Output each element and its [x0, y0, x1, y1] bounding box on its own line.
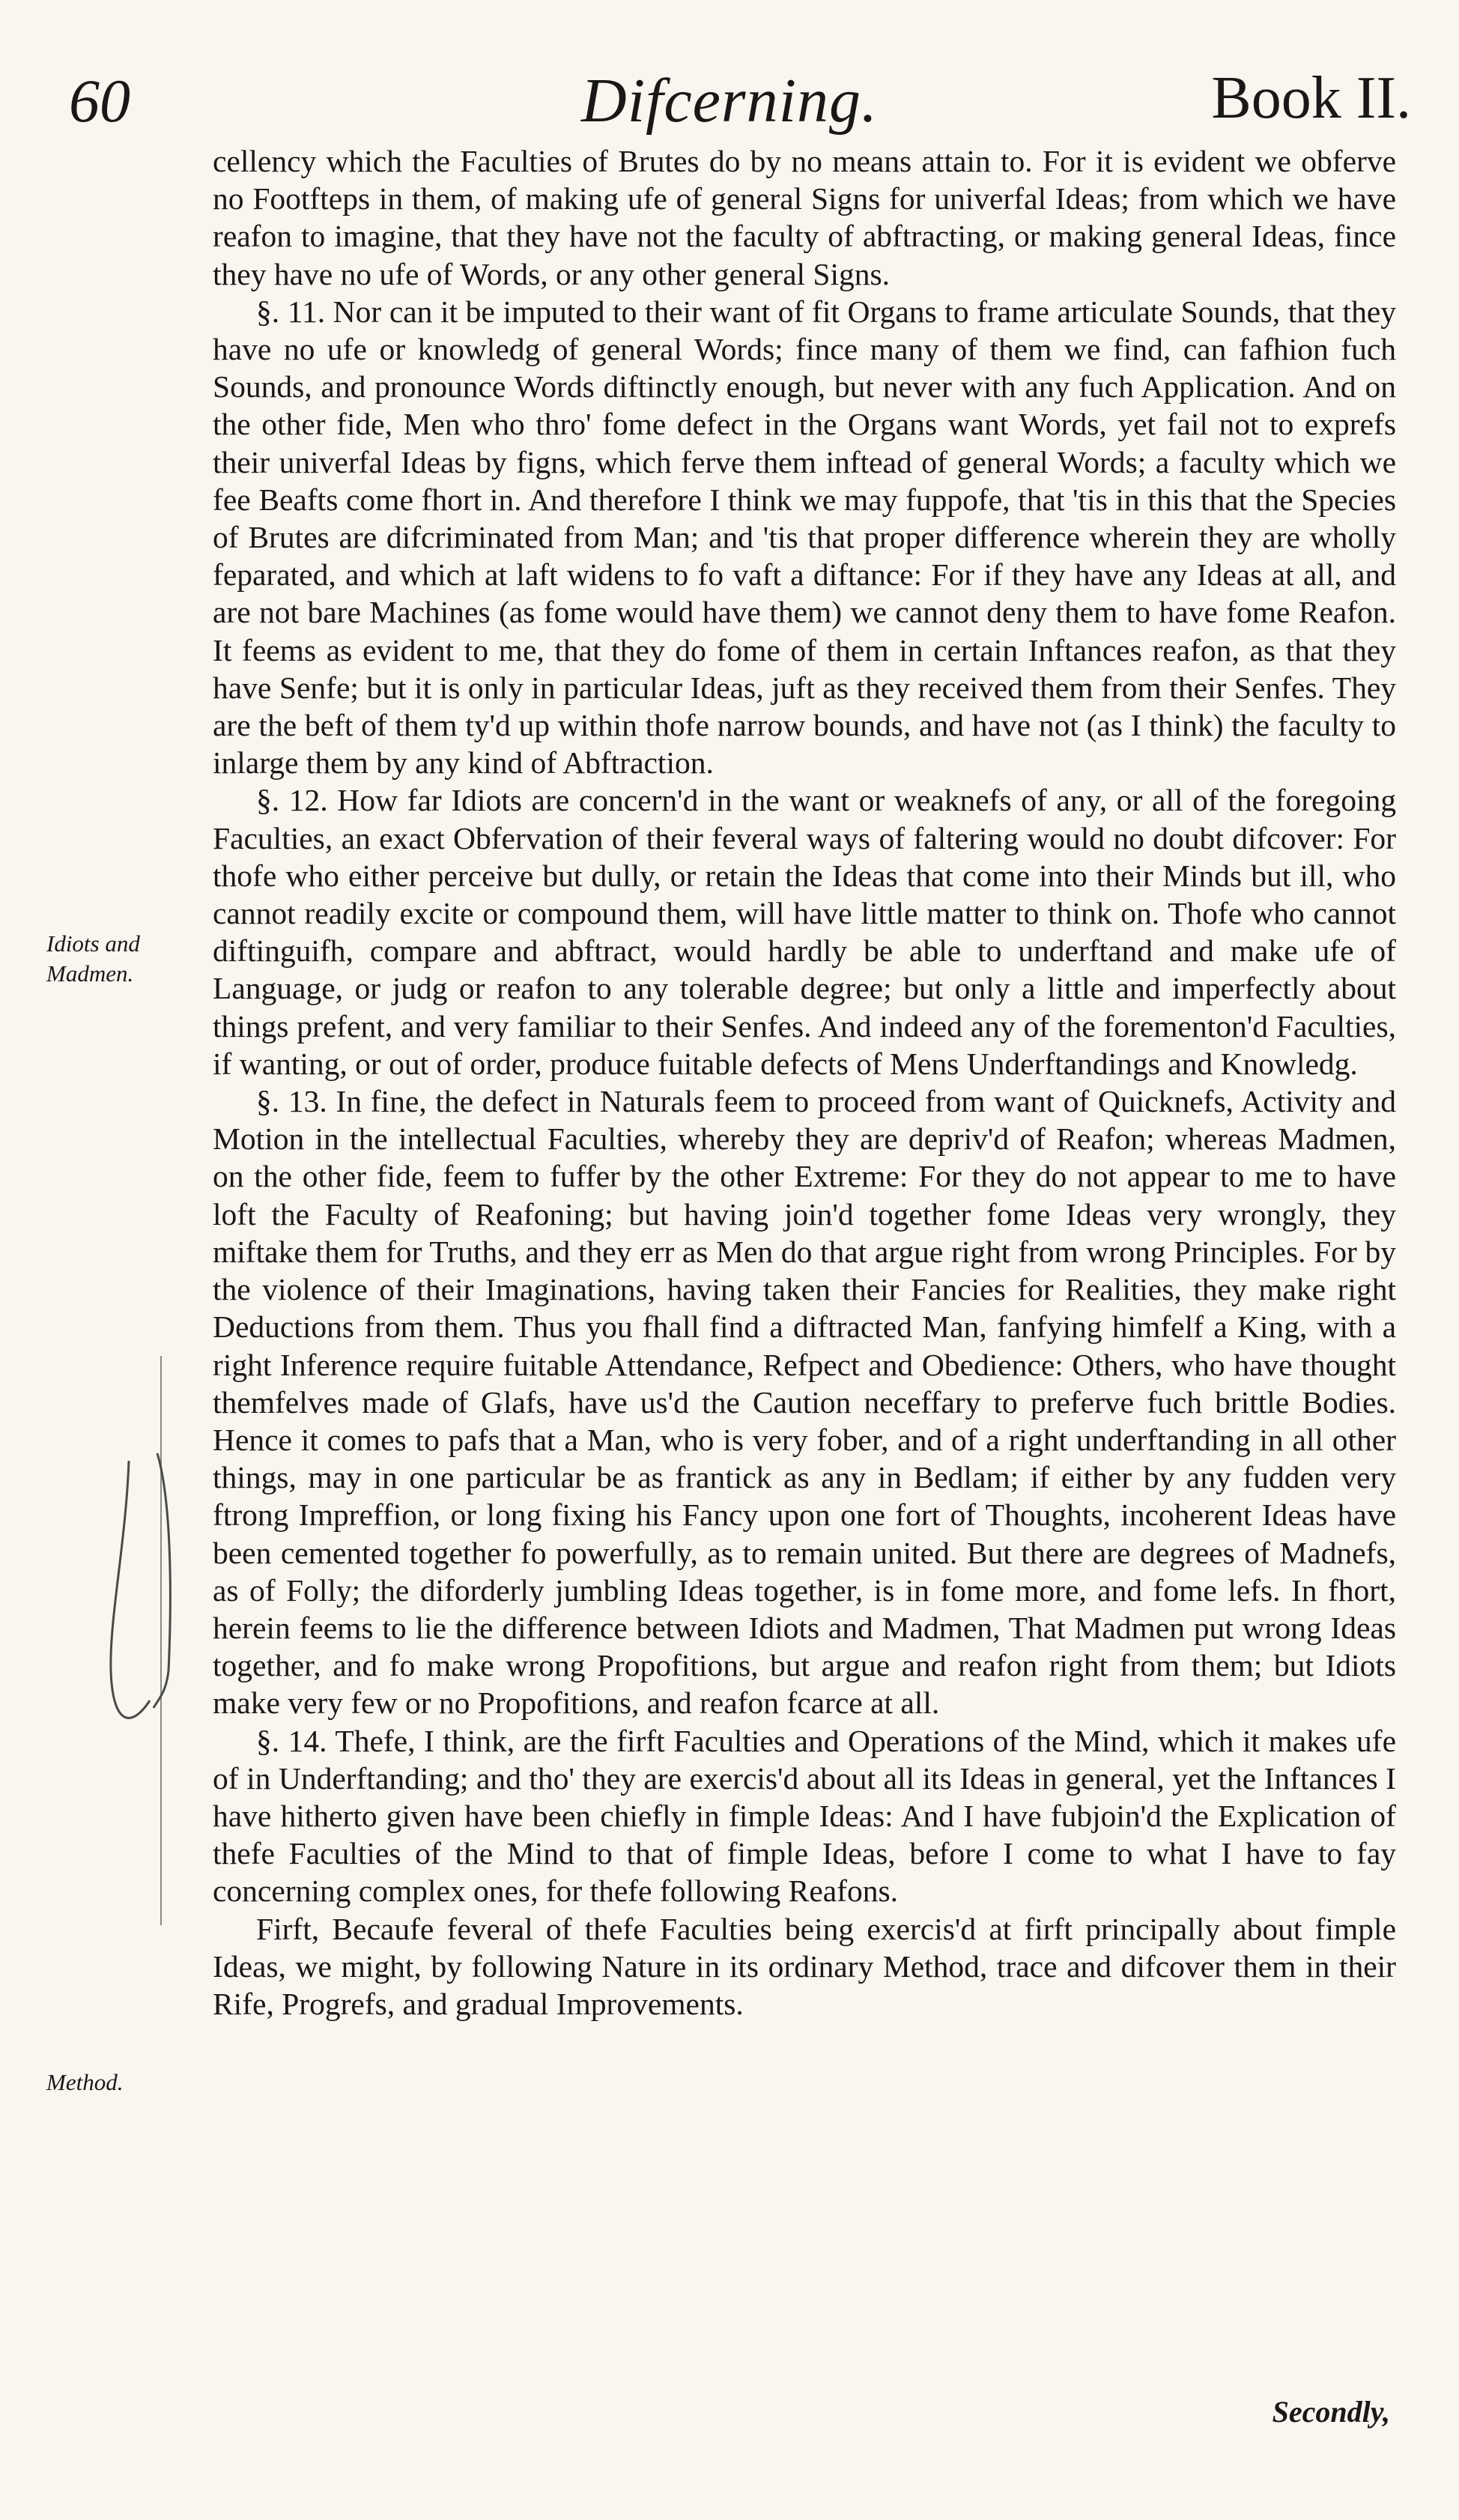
pencil-bracket-mark — [45, 1348, 195, 1948]
page-header — [0, 58, 1459, 141]
paragraph-section-12: §. 12. How far Idiots are concern'd in the want or weaknefs of any, or all of the foregoing Faculties, an exact Obfervation of their feveral ways of faltering would no doubt difcover: For thofe who either perceive but dully, or retain the Ideas that come into their Minds but ill, who cannot readily excite or compound them, will have little matter to think on. Thofe who cannot diftinguifh, compare and abftract, would hardly be able to underftand and make ufe of Language, or judg or reafon to any tolerable degree; but only a little and imperfectly about things prefent, and very familiar to their Senfes. And indeed any of the forementon'd Faculties, if wanting, or out of order, produce fuitable defects of Mens Underftandings and Knowledg. — [213, 783, 1396, 1081]
paragraph-section-13: §. 13. In fine, the defect in Naturals feem to proceed from want of Quicknefs, Activity and Motion in the intellectual Faculties, whereby they are depriv'd of Reafon; whereas Madmen, on the other fide, feem to fuffer by the other Extreme: For they do not appear to me to have loft the Faculty of Reafoning; but having join'd together fome Ideas very wrongly, they miftake them for Truths, and they err as Men do that argue right from wrong Principles. For by the violence of their Imaginations, having taken their Fancies for Realities, they make right Deductions from them. Thus you fhall find a diftracted Man, fanfying himfelf a King, with a right Inference require fuitable Attendance, Refpect and Obedience: Others, who have thought themfelves made of Glafs, have us'd the Caution neceffary to preferve fuch brittle Bodies. Hence it comes to pafs that a Man, who is very fober, and of a right underftanding in all other things, may in one particular be as frantick as any in Bedlam; if either by any fudden very ftrong Impreffion, or long fixing his Fancy upon one fort of Thoughts, incoherent Ideas have been cemented together fo powerfully, as to remain united. But there are degrees of Madnefs, as of Folly; the diforderly jumbling Ideas together, is in fome more, and fome lefs. In fhort, herein feems to lie the difference between Idiots and Madmen, That Madmen put wrong Ideas together, and fo make wrong Propofitions, but argue and reafon right from them; but Idiots make very few or no Propofitions, and reafon fcarce at all. — [213, 1084, 1396, 1721]
paragraph-first-reason: Firft, Becaufe feveral of thefe Faculties being exercis'd at firft principally about fimple Ideas, we might, by following Nature in its ordinary Method, trace and difcover them in their Rife, Progrefs, and gradual Improvements. — [213, 1911, 1396, 2021]
margin-note-idiots-madmen: Idiots and Madmen. — [46, 930, 140, 987]
book-label: Book II. — [1211, 65, 1411, 131]
margin-note-method: Method. — [46, 2069, 124, 2095]
body-text — [213, 142, 1396, 2023]
paragraph-section-14: §. 14. Thefe, I think, are the firft Faculties and Operations of the Mind, which it makes ufe of in Underftanding; and tho' they are exercis'd about all its Ideas in general, yet the Inftances I have hitherto given have been chiefly in fimple Ideas: And I have fubjoin'd the Explication of thefe Faculties of the Mind to that of fimple Ideas, before I come to what I have to fay concerning complex ones, for thefe following Reafons. — [213, 1723, 1396, 1909]
paragraph-section-11: §. 11. Nor can it be imputed to their want of fit Organs to frame articulate Sounds, that they have no ufe or knowledg of general Words; fince many of them we find, can fafhion fuch Sounds, and pronounce Words diftinctly enough, but never with any fuch Application. And on the other fide, Men who thro' fome defect in the Organs want Words, yet fail not to exprefs their univerfal Ideas by figns, which ferve them inftead of general Words; a faculty which we fee Beafts come fhort in. And therefore I think we may fuppofe, that 'tis in this that the Species of Brutes are difcriminated from Man; and 'tis that proper difference wherein they are wholly feparated, and which at laft widens to fo vaft a diftance: For if they have any Ideas at all, and are not bare Machines (as fome would have them) we cannot deny them to have fome Reafon. It feems as evident to me, that they do fome of them in certain Inftances reafon, as that they have Senfe; but it is only in particular Ideas, juft as they received them from their Senfes. They are the beft of them ty'd up within thofe narrow bounds, and have not (as I think) the faculty to inlarge them by any kind of Abftraction. — [213, 294, 1396, 781]
catchword: Secondly, — [1272, 2395, 1390, 2429]
running-title: Difcerning. — [581, 66, 878, 136]
page-number: 60 — [69, 67, 130, 135]
paragraph-continuation: cellency which the Faculties of Brutes do by no means attain to. For it is evident we obferve no Footfteps in them, of making ufe of general Signs for univerfal Ideas; from which we have reafon to imagine, that they have not the faculty of abftracting, or making general Ideas, fince they have no ufe of Words, or any other general Signs. — [213, 144, 1396, 291]
